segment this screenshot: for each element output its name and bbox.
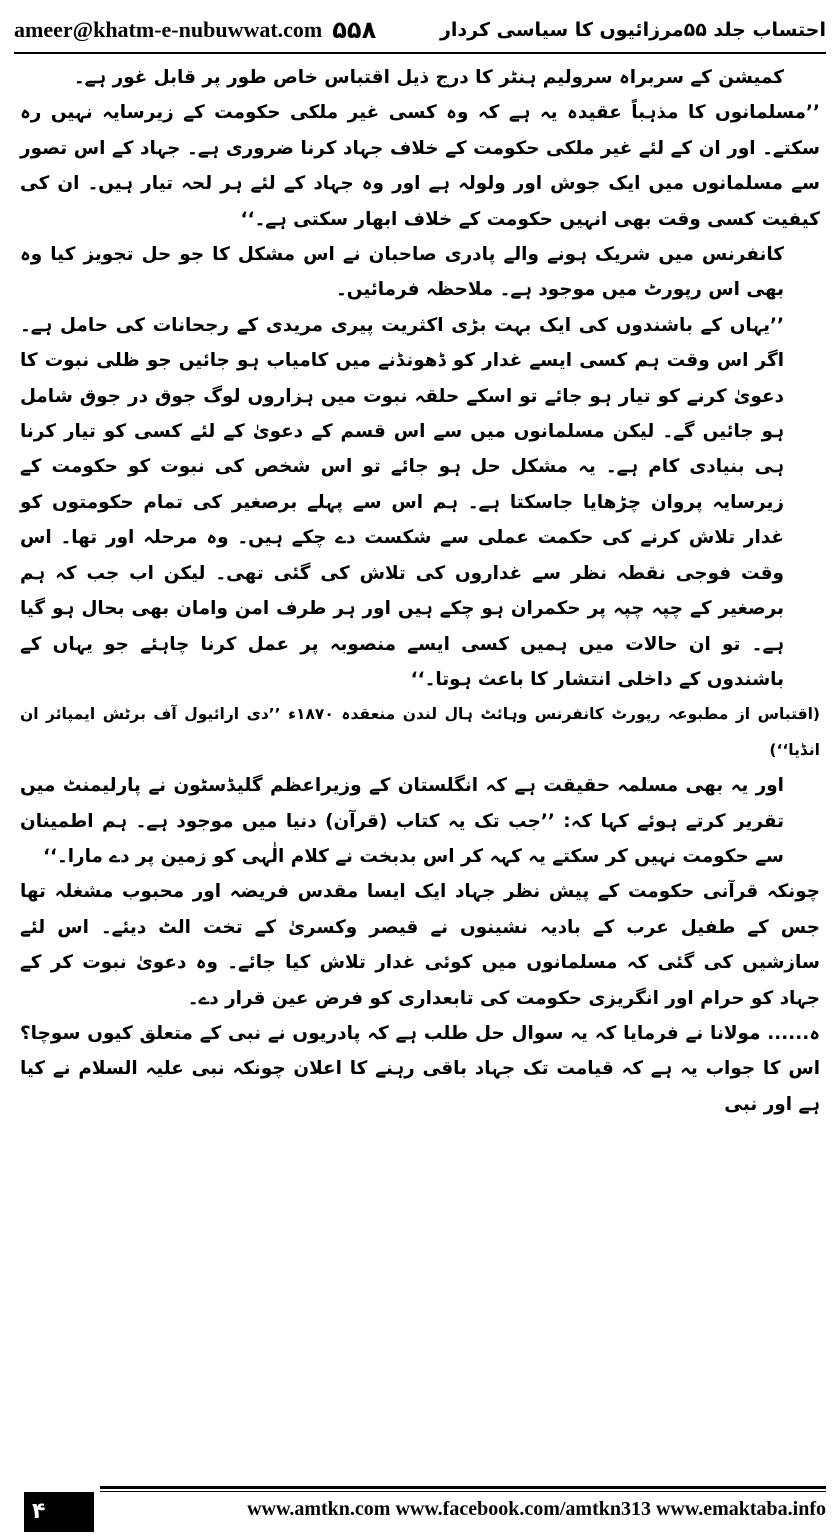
paragraph-conference: کانفرنس میں شریک ہونے والے پادری صاحبان نے اس مشکل کا جو حل تجویز کیا وہ بھی اس رپورٹ میں موجود ہے۔ ملاحظہ فرمائیں۔ xyxy=(20,244,784,301)
paragraph-jihad: چونکہ قرآنی حکومت کے پیش نظر جہاد ایک ایسا مقدس فریضہ اور محبوب مشغلہ تھا جس کے طفیل عرب کے بادیہ نشینوں نے قیصر وکسریٰ کے تخت الٹ دیئے۔ اس لئے سازشیں کی گئی کہ مسلمانوں میں کوئی غدار تلاش کیا جائے۔ وہ دعویٰ نبوت کر کے جہاد کو حرام اور انگریزی حکومت کی تابعداری کو فرض عین قرار دے۔ xyxy=(20,881,820,1009)
paragraph-maulana: ہ...... مولانا نے فرمایا کہ یہ سوال حل طلب ہے کہ پادریوں نے نبی کے متعلق کیوں سوچا؟ اس کا جواب یہ ہے کہ قیامت تک جہاد باقی رہنے کا اعلان چونکہ نبی علیہ السلام نے کیا ہے اور نبی xyxy=(20,1022,820,1115)
paragraph-gladstone: اور یہ بھی مسلمہ حقیقت ہے کہ انگلستان کے وزیراعظم گلیڈسٹون نے پارلیمنٹ میں تقریر کرتے ہوئے کہا کہ: ’’جب تک یہ کتاب (قرآن) دنیا میں موجود ہے۔ ہم اطمینان سے حکومت نہیں کر سکتے یہ کہہ کر اس بدبخت نے کلام الٰہی کو زمین پر دے مارا۔‘‘ xyxy=(20,775,784,867)
footer-page-label: ۴ xyxy=(24,1492,94,1532)
header-email: ameer@khatm-e-nubuwwat.com xyxy=(14,17,323,42)
paragraph-report-quote: ’’یہاں کے باشندوں کی ایک بہت بڑی اکثریت پیری مریدی کے رجحانات کی حامل ہے۔ اگر اس وقت ہم کسی ایسے غدار کو ڈھونڈنے میں کامیاب ہو جائیں جو ظلی نبوت کا دعویٰ کرنے کو تیار ہو جائے تو اسکے حلقہ نبوت میں ہزاروں لوگ جوق در جوق شامل ہو جائیں گے۔ لیکن مسلمانوں میں سے اس قسم کے دعویٰ کے لئے کسی کو تیار کرنا ہی بنیادی کام ہے۔ یہ مشکل حل ہو جائے تو اس شخص کی نبوت کو حکومت کے زیرسایہ پروان چڑھایا جاسکتا ہے۔ ہم اس سے پہلے برصغیر کی تمام حکومتوں کو غدار تلاش کرنے کی حکمت عملی سے شکست دے چکے ہیں۔ وہ مرحلہ اور تھا۔ اس وقت فوجی نقطہ نظر سے غداروں کی تلاش کی گئی تھی۔ لیکن اب جب کہ ہم برصغیر کے چپہ چپہ پر حکمران ہو چکے ہیں اور ہر طرف امن وامان بھی بحال ہو گیا ہے۔ تو ان حالات میں ہمیں کسی ایسے منصوبہ پر عمل کرنا چاہئے جو یہاں کے باشندوں کے داخلی انتشار کا باعث ہوتا۔‘‘ xyxy=(20,314,784,690)
header-title: احتساب جلد ۵۵مرزائیوں کا سیاسی کردار xyxy=(439,19,826,41)
page-body xyxy=(20,60,820,1460)
paragraph-citation: (اقتباس از مطبوعہ رپورٹ کانفرنس وہائٹ ہال لندن منعقدہ ۱۸۷۰ء ’’دی ارائیول آف برٹش ایمپائر ان انڈیا‘‘) xyxy=(20,705,821,759)
footer-rule-thin xyxy=(100,1491,826,1492)
page-header xyxy=(14,8,826,54)
paragraph-intro: کمیشن کے سربراہ سرولیم ہنٹر کا درج ذیل اقتباس خاص طور پر قابل غور ہے۔ xyxy=(73,67,784,88)
paragraph-hunter-quote: ’’مسلمانوں کا مذہباً عقیدہ یہ ہے کہ وہ کسی غیر ملکی حکومت کے زیرسایہ نہیں رہ سکتے۔ اور ان کے لئے غیر ملکی حکومت کے خلاف جہاد کرنا ضروری ہے۔ جہاد کے اس تصور سے مسلمانوں میں ایک جوش اور ولولہ ہے اور وہ جہاد کے لئے ہر لحہ تیار ہیں۔ ان کی کیفیت کسی وقت بھی انہیں حکومت کے خلاف ابھار سکتی ہے۔‘‘ xyxy=(20,102,820,230)
header-page-number: ۵۵۸ xyxy=(332,16,377,44)
footer-links: www.amtkn.com www.facebook.com/amtkn313 www.emaktaba.info xyxy=(247,1498,826,1520)
footer-rule xyxy=(100,1486,826,1489)
header-left xyxy=(14,16,376,44)
page-footer xyxy=(0,1478,840,1536)
